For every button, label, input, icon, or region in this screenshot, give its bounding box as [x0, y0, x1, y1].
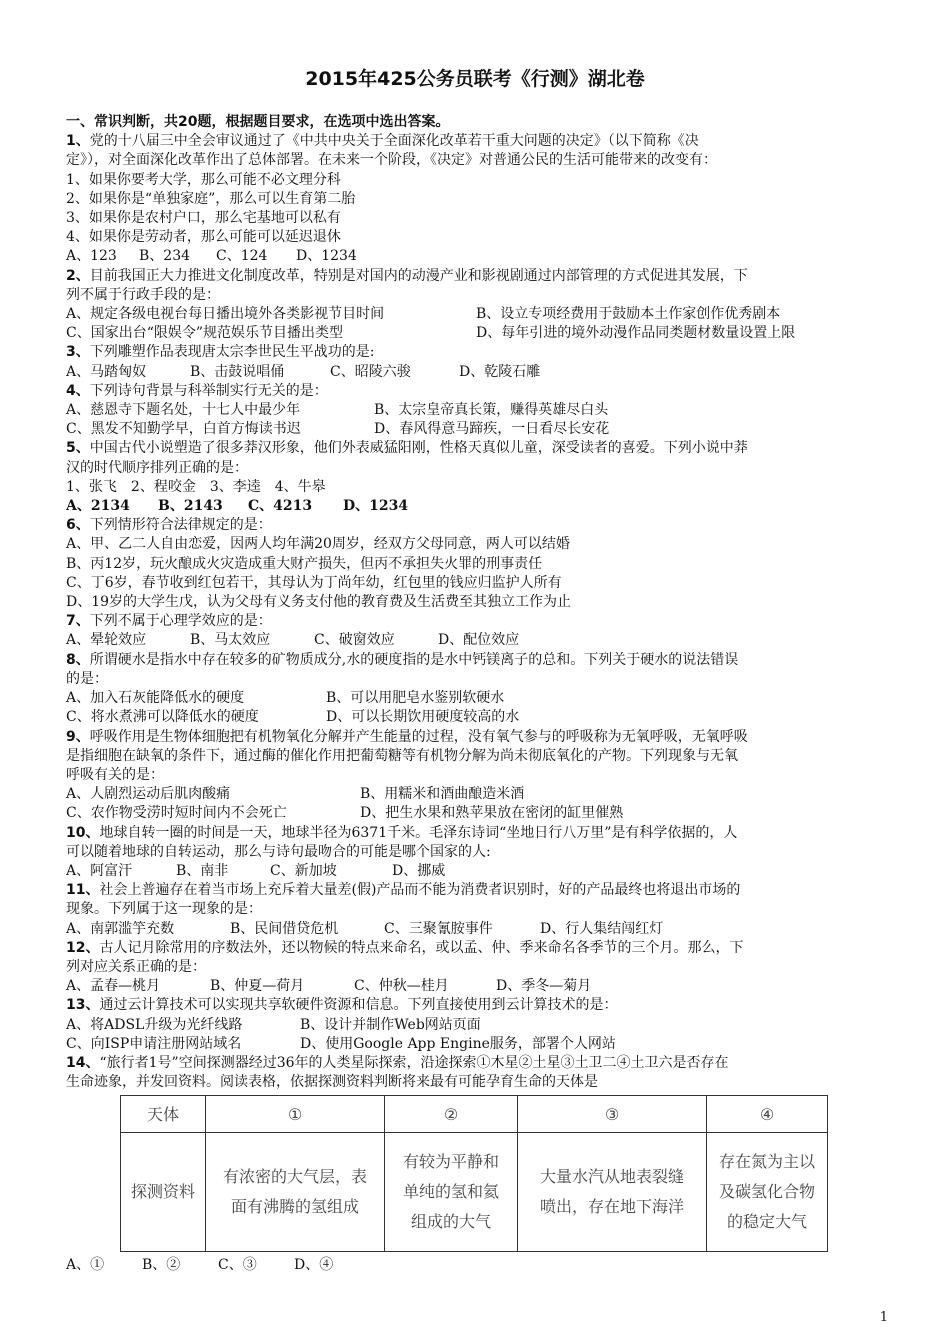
question-6 — [66, 516, 886, 535]
question-stem: 下列诗句背景与科举制实行无关的是： — [89, 382, 328, 399]
table-header-cell: ② — [385, 1096, 518, 1133]
option-d: D、1234 — [296, 248, 357, 265]
question-number: 7、 — [66, 613, 90, 630]
option-b: B、太宗皇帝真长策，赚得英雄尽白头 — [374, 402, 609, 419]
option-d: D、1234 — [343, 498, 409, 515]
options-row — [66, 920, 886, 939]
option-d: D、配位效应 — [438, 632, 520, 649]
options-row — [66, 708, 886, 727]
option-d: D、可以长期饮用硬度较高的水 — [326, 709, 520, 726]
option-a: A、晕轮效应 — [66, 632, 147, 649]
option-c: C、黑发不知勤学早，白首方悔读书迟 — [66, 421, 301, 438]
option-a: A、甲、乙二人自由恋爱，因两人均年满20周岁，经双方父母同意，两人可以结婚 — [66, 536, 570, 553]
option-a: A、阿富汗 — [66, 862, 133, 879]
question-stem: 下列雕塑作品表现唐太宗李世民生平战功的是: — [89, 344, 375, 361]
options-row — [66, 1016, 886, 1035]
cell-line: 的稳定大气 — [726, 1212, 807, 1232]
question-stem: 生命迹象，并发回资料。阅读表格，依据探测资料判断将来最有可能孕育生命的天体是 — [66, 1074, 598, 1091]
option-a: A、将ADSL升级为光纤线路 — [66, 1016, 243, 1033]
option-d: D、19岁的大学生戊，认为父母有义务支付他的教育费及生活费至其独立工作为止 — [66, 594, 572, 611]
option-b: B、2143 — [158, 498, 223, 515]
option-d: D、把生水果和熟苹果放在密闭的缸里催熟 — [360, 805, 624, 822]
options-row — [66, 420, 886, 439]
question-12 — [66, 939, 886, 958]
question-stem: 社会上普遍存在着当市场上充斥着大量差(假)产品而不能为消费者识别时，好的产品最终也将退出市场的 — [99, 882, 741, 899]
question-7 — [66, 612, 886, 631]
options-row — [66, 804, 886, 823]
option-c: C、破窗效应 — [314, 632, 395, 649]
table-header-cell: ③ — [518, 1096, 707, 1133]
probe-data-table — [120, 1095, 828, 1252]
question-stem: 呼吸作用是生物体细胞把有机物氧化分解并产生能量的过程，没有氧气参与的呼吸称为无氧呼吸，无氧呼吸 — [89, 728, 748, 745]
option-d: D、④ — [294, 1257, 334, 1274]
question-number: 9、 — [66, 728, 90, 745]
table-header-cell: ① — [206, 1096, 385, 1133]
options-row — [66, 977, 886, 996]
option-b: B、可以用肥皂水鉴别软硬水 — [326, 690, 505, 707]
option-b: B、民间借贷危机 — [230, 920, 339, 937]
question-stem: “旅行者1号”空间探测器经过36年的人类星际探索，沿途探索①木星②土星③土卫二④土卫六是否存在 — [99, 1054, 729, 1071]
question-number: 3、 — [66, 344, 90, 361]
question-4 — [66, 382, 886, 401]
table-header-cell: 天体 — [121, 1096, 206, 1133]
question-number: 13、 — [66, 997, 100, 1014]
option-d: D、每年引进的境外动漫作品同类题材数量设置上限 — [476, 325, 796, 342]
option-d: D、使用Google App Engine服务，部署个人网站 — [300, 1035, 616, 1052]
question-number: 14、 — [66, 1054, 100, 1071]
question-1 — [66, 132, 886, 151]
option-b: B、234 — [139, 248, 191, 265]
option-d: D、乾陵石雕 — [459, 363, 541, 380]
question-number: 4、 — [66, 382, 90, 399]
question-stem: 可以随着地球的自转运动，那么与诗句最吻合的可能是哪个国家的人: — [66, 843, 491, 860]
option-d: D、春风得意马蹄疾，一日看尽长安花 — [374, 421, 610, 438]
option-c: C、农作物受涝时短时间内不会死亡 — [66, 805, 287, 822]
options-row — [66, 401, 886, 420]
option-a: A、人剧烈运动后肌肉酸痛 — [66, 786, 231, 803]
question-number: 11、 — [66, 882, 100, 899]
question-stem: 中国古代小说塑造了很多莽汉形象，他们外表威猛阳刚，性格天真似儿童，深受读者的喜爱。下列小说中莽 — [89, 440, 748, 457]
question-number: 6、 — [66, 517, 90, 534]
question-13 — [66, 996, 886, 1015]
option-b: B、南非 — [176, 862, 229, 879]
question-stem: 通过云计算技术可以实现共享软硬件资源和信息。下列直接使用到云计算技术的是： — [99, 997, 618, 1014]
table-cell — [385, 1133, 518, 1252]
option-c: C、昭陵六骏 — [330, 363, 411, 380]
option-c: C、③ — [218, 1257, 257, 1274]
question-number: 10、 — [66, 824, 100, 841]
question-number: 8、 — [66, 651, 90, 668]
list-item: 4、如果你是劳动者，那么可能可以延迟退休 — [66, 229, 341, 246]
option-b: B、击鼓说唱俑 — [190, 363, 285, 380]
option-c: C、124 — [216, 248, 268, 265]
option-c: C、丁6岁，春节收到红包若干，其母认为丁尚年幼，红包里的钱应归监护人所有 — [66, 574, 562, 591]
option-c: C、国家出台“限娱令”规范娱乐节目播出类型 — [66, 325, 344, 342]
question-14 — [66, 1054, 886, 1073]
option-d: D、挪威 — [392, 862, 446, 879]
table-header-cell: ④ — [707, 1096, 828, 1133]
option-a: A、南郭滥竽充数 — [66, 920, 175, 937]
page-title: 2015年425公务员联考《行测》湖北卷 — [305, 68, 645, 90]
table-cell — [518, 1133, 707, 1252]
cell-line: 存在氮为主以 — [718, 1152, 815, 1172]
option-c: C、将水煮沸可以降低水的硬度 — [66, 709, 259, 726]
options-row — [66, 689, 886, 708]
options-row — [66, 324, 886, 343]
option-b: B、设计并制作Web网站页面 — [300, 1016, 481, 1033]
list-item: 1、如果你要考大学，那么可能不必文理分科 — [66, 171, 341, 188]
table-cell — [707, 1133, 828, 1252]
question-stem: 列对应关系正确的是： — [66, 958, 206, 975]
list-item: 2、如果你是“单独家庭”，那么可以生育第二胎 — [66, 190, 356, 207]
option-a: A、规定各级电视台每日播出境外各类影视节目时间 — [66, 306, 385, 323]
question-11 — [66, 881, 886, 900]
question-stem: 现象。下列属于这一现象的是： — [66, 901, 262, 918]
cell-line: 大量水汽从地表裂缝 — [539, 1167, 684, 1187]
question-stem: 党的十八届三中全会审议通过了《中共中央关于全面深化改革若干重大问题的决定》（以下简称《决 — [89, 133, 699, 150]
cell-line: 有浓密的大气层，表 — [222, 1167, 367, 1187]
question-stem: 下列情形符合法律规定的是： — [89, 517, 272, 534]
question-stem: 地球自转一圈的时间是一天，地球半径为6371千米。毛泽东诗词“坐地日行八万里”是有科学依据的，人 — [99, 824, 738, 841]
question-stem: 的是： — [66, 670, 108, 687]
option-c: C、向ISP申请注册网站域名 — [66, 1035, 242, 1052]
question-stem: 呼吸有关的是： — [66, 766, 164, 783]
cell-line: 喷出，存在地下海洋 — [539, 1197, 684, 1217]
option-a: A、2134 — [66, 498, 130, 515]
option-c: C、新加坡 — [270, 862, 337, 879]
question-9 — [66, 728, 886, 747]
question-5 — [66, 439, 886, 458]
option-a: A、123 — [66, 248, 117, 265]
cell-line: 单纯的氢和氦 — [402, 1182, 499, 1202]
option-a: A、加入石灰能降低水的硬度 — [66, 690, 245, 707]
question-2 — [66, 267, 886, 286]
options-row — [66, 363, 886, 382]
question-3 — [66, 343, 886, 362]
question-number: 5、 — [66, 440, 90, 457]
section-heading: 一、常识判断，共20题，根据题目要求，在选项中选出答案。 — [66, 114, 450, 130]
options-row — [66, 862, 886, 881]
question-stem: 定》），对全面深化改革作出了总体部署。在未来一个阶段，《决定》对普通公民的生活可能带来的改变有： — [66, 152, 717, 169]
question-stem: 汉的时代顺序排列正确的是： — [66, 459, 248, 476]
question-8 — [66, 651, 886, 670]
question-number: 1、 — [66, 133, 90, 150]
table-header-row — [121, 1096, 828, 1133]
question-stem: 所谓硬水是指水中存在较多的矿物质成分,水的硬度指的是水中钙镁离子的总和。下列关于硬水的说法错误 — [89, 651, 739, 668]
options-row — [66, 497, 886, 516]
list-item: 3、如果你是农村户口，那么宅基地可以私有 — [66, 210, 341, 227]
option-a: A、孟春—桃月 — [66, 978, 161, 995]
option-b: B、② — [142, 1257, 181, 1274]
question-10 — [66, 824, 886, 843]
option-b: B、马太效应 — [190, 632, 271, 649]
question-stem: 目前我国正大力推进文化制度改革，特别是对国内的动漫产业和影视剧通过内部管理的方式促进其发展，下 — [89, 267, 748, 284]
option-c: C、仲秋—桂月 — [354, 978, 449, 995]
options-row — [66, 247, 886, 266]
table-row — [121, 1133, 828, 1252]
option-d: D、季冬—菊月 — [496, 978, 592, 995]
question-stem: 古人记月除常用的序数法外，还以物候的特点来命名，或以孟、仲、季来命名各季节的三个月。那么，下 — [99, 939, 744, 956]
options-row — [66, 785, 886, 804]
option-a: A、慈恩寺下题名处，十七人中最少年 — [66, 402, 301, 419]
option-d: D、行人集结闯红灯 — [540, 920, 664, 937]
options-row — [66, 1035, 886, 1054]
cell-line: 有较为平静和 — [402, 1152, 499, 1172]
list-item: 1、张飞 2、程咬金 3、李逵 4、牛皋 — [66, 478, 326, 495]
option-c: C、4213 — [248, 498, 313, 515]
table-row-label: 探测资料 — [121, 1133, 206, 1252]
option-b: B、仲夏—荷月 — [210, 978, 305, 995]
question-stem: 是指细胞在缺氧的条件下，通过酶的催化作用把葡萄糖等有机物分解为尚未彻底氧化的产物。下列现象与无氧 — [66, 747, 738, 764]
question-number: 12、 — [66, 939, 100, 956]
cell-line: 组成的大气 — [410, 1212, 491, 1232]
option-b: B、用糯米和酒曲酿造米酒 — [360, 786, 525, 803]
options-row — [66, 305, 886, 324]
options-row — [66, 1256, 886, 1275]
page-number: 1 — [879, 1310, 888, 1325]
cell-line: 及碳氢化合物 — [718, 1182, 815, 1202]
option-a: A、① — [66, 1257, 105, 1274]
exam-content — [66, 113, 886, 1276]
question-stem: 下列不属于心理学效应的是： — [89, 613, 272, 630]
question-stem: 列不属于行政手段的是： — [66, 286, 220, 303]
option-b: B、设立专项经费用于鼓励本土作家创作优秀剧本 — [476, 306, 781, 323]
option-c: C、三聚氰胺事件 — [384, 920, 493, 937]
options-row — [66, 631, 886, 650]
table-cell — [206, 1133, 385, 1252]
option-a: A、马踏匈奴 — [66, 363, 147, 380]
cell-line: 面有沸腾的氢组成 — [230, 1197, 359, 1217]
question-number: 2、 — [66, 267, 90, 284]
option-b: B、丙12岁，玩火酿成火灾造成重大财产损失，但丙不承担失火罪的刑事责任 — [66, 555, 543, 572]
